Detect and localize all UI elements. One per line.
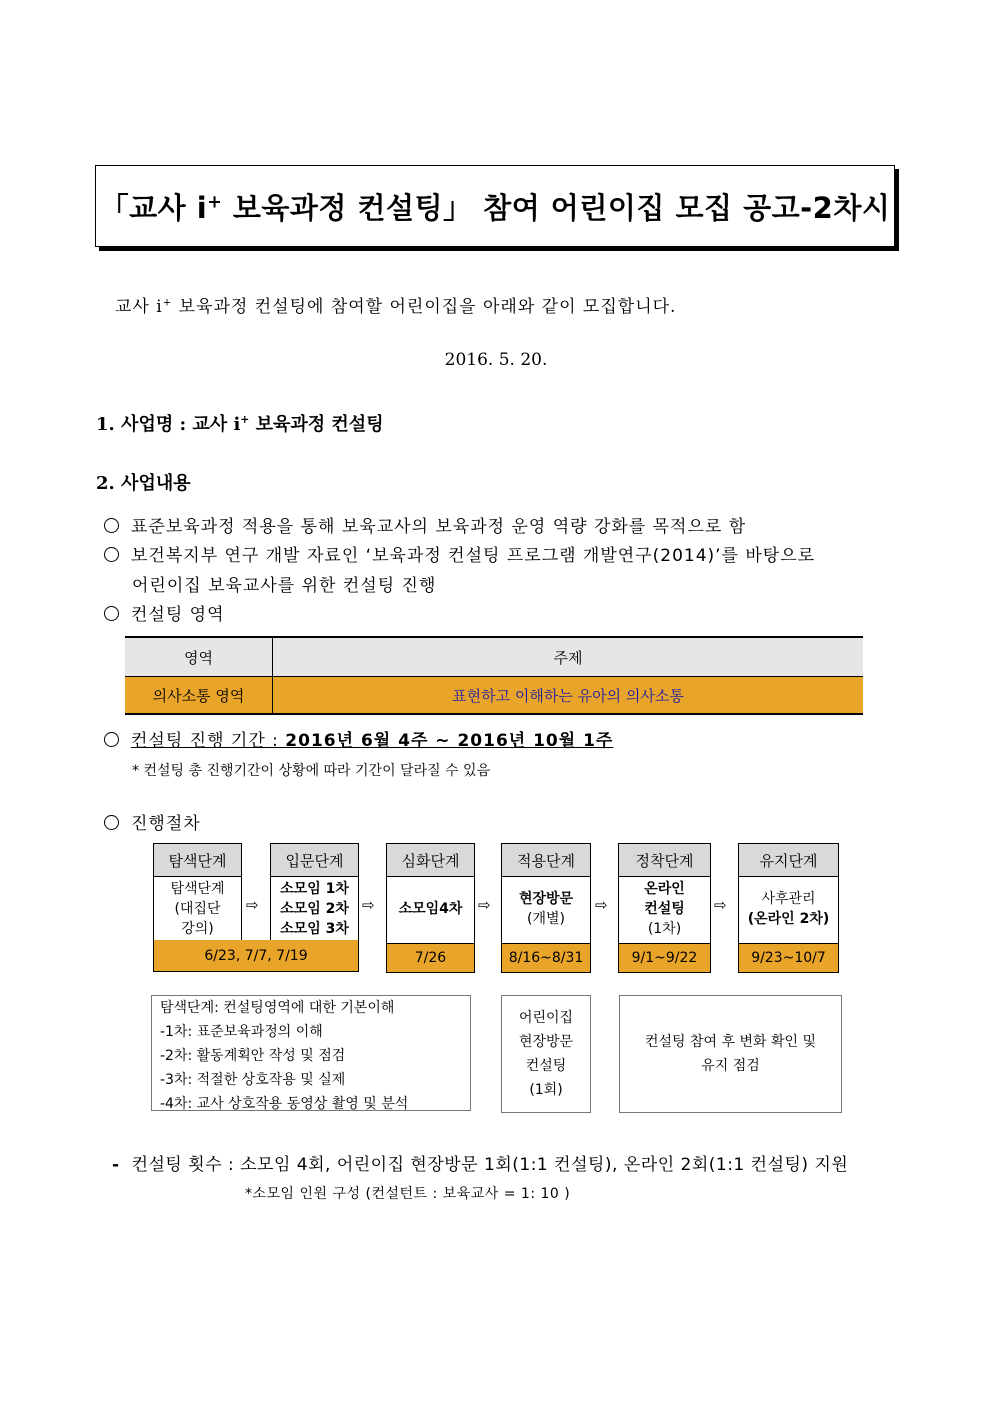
table-header-row <box>125 637 863 677</box>
circle-bullet-icon <box>104 547 119 562</box>
bullet-item: 표준보육과정 적용을 통해 보육교사의 보육과정 운영 역량 강화를 목적으로 함 <box>104 512 746 537</box>
arrow-right-icon: ⇨ <box>595 896 608 914</box>
stage-dates: 8/16~8/31 <box>502 943 590 972</box>
intro-text: 교사 i+ 보육과정 컨설팅에 참여할 어린이집을 아래와 같이 모집합니다. <box>115 297 677 317</box>
table-cell: 표현하고 이해하는 유아의 의사소통 <box>273 677 864 715</box>
circle-bullet-icon <box>104 815 119 830</box>
table-header-cell: 영역 <box>125 637 273 677</box>
stage-dates: 7/26 <box>387 943 474 972</box>
announcement-date: 2016. 5. 20. <box>444 350 548 370</box>
section-2-heading: 2. 사업내용 <box>96 473 191 494</box>
stage-box-intro <box>270 843 359 942</box>
arrow-right-icon: ⇨ <box>246 896 259 914</box>
bullet-item: 컨설팅 진행 기간 : 2016년 6월 4주 ~ 2016년 10월 1주 <box>104 726 613 751</box>
consulting-area-table <box>125 636 863 715</box>
stage-content: 소모임 1차 소모임 2차 소모임 3차 <box>280 881 349 937</box>
stage-box-deepen <box>386 843 475 973</box>
description-box-visit: 어린이집 현장방문 컨설팅 (1회) <box>501 995 591 1113</box>
stage-dates: 9/1~9/22 <box>619 943 710 972</box>
stage-name: 심화단계 <box>387 844 474 877</box>
stage-name: 정착단계 <box>619 844 710 877</box>
title-box <box>95 165 895 247</box>
stage-content: 온라인 컨설팅 (1차) <box>644 881 685 937</box>
stage-content: 탐색단계 (대집단 강의) <box>170 881 225 937</box>
bullet-item: 진행절차 <box>104 809 201 834</box>
stage-dates: 6/23, 7/7, 7/19 <box>154 940 358 971</box>
arrow-right-icon: ⇨ <box>362 896 375 914</box>
description-box-maintain: 컨설팅 참여 후 변화 확인 및 유지 점검 <box>619 995 842 1113</box>
page-title: 「교사 i+ 보육과정 컨설팅」 참여 어린이집 모집 공고-2차시 <box>99 190 891 225</box>
stage-name: 입문단계 <box>271 844 358 877</box>
stage-box-apply <box>501 843 591 973</box>
stage-content: 현장방문 (개별) <box>518 891 574 927</box>
bullet-item: 보건복지부 연구 개발 자료인 ‘보육과정 컨설팅 프로그램 개발연구(2014)’를 바탕으로 <box>104 541 815 566</box>
table-cell: 의사소통 영역 <box>125 677 273 715</box>
description-box-explore: 탐색단계: 컨설팅영역에 대한 기본이해 -1차: 표준보육과정의 이해 -2차: 활동계획안 작성 및 점검 -3차: 적절한 상호작용 및 실제 -4차: 교사 상호작용 동영상 촬영 및 분석 <box>151 995 471 1111</box>
stage-dates: 9/23~10/7 <box>739 943 838 972</box>
bullet-item: 컨설팅 영역 <box>104 600 225 625</box>
circle-bullet-icon <box>104 518 119 533</box>
stage-box-maintain <box>738 843 839 973</box>
group-composition-note: *소모임 인원 구성 (컨설턴트 : 보육교사 = 1: 10 ) <box>245 1186 571 1202</box>
stage-name: 유지단계 <box>739 844 838 877</box>
arrow-right-icon: ⇨ <box>714 896 727 914</box>
table-row <box>125 677 863 715</box>
consulting-count-line: - 컨설팅 횟수 : 소모임 4회, 어린이집 현장방문 1회(1:1 컨설팅), 온라인 2회(1:1 컨설팅) 지원 <box>112 1155 849 1175</box>
section-1-heading: 1. 사업명 : 교사 i+ 보육과정 컨설팅 <box>96 413 384 435</box>
circle-bullet-icon <box>104 606 119 621</box>
table-header-cell: 주제 <box>273 637 864 677</box>
stage-name: 탐색단계 <box>154 844 241 877</box>
stage-box-settle <box>618 843 711 973</box>
bullet-continuation: 어린이집 보육교사를 위한 컨설팅 진행 <box>132 576 437 596</box>
circle-bullet-icon <box>104 732 119 747</box>
stage-content: 사후관리 (온라인 2차) <box>747 891 830 927</box>
stage-name: 적용단계 <box>502 844 590 877</box>
arrow-right-icon: ⇨ <box>478 896 491 914</box>
stage-box-explore <box>153 843 242 942</box>
period-note: * 컨설팅 총 진행기간이 상황에 따라 기간이 달라질 수 있음 <box>132 763 491 779</box>
date-bar-explore-intro <box>153 940 359 972</box>
stage-content: 소모임4차 <box>398 901 463 917</box>
